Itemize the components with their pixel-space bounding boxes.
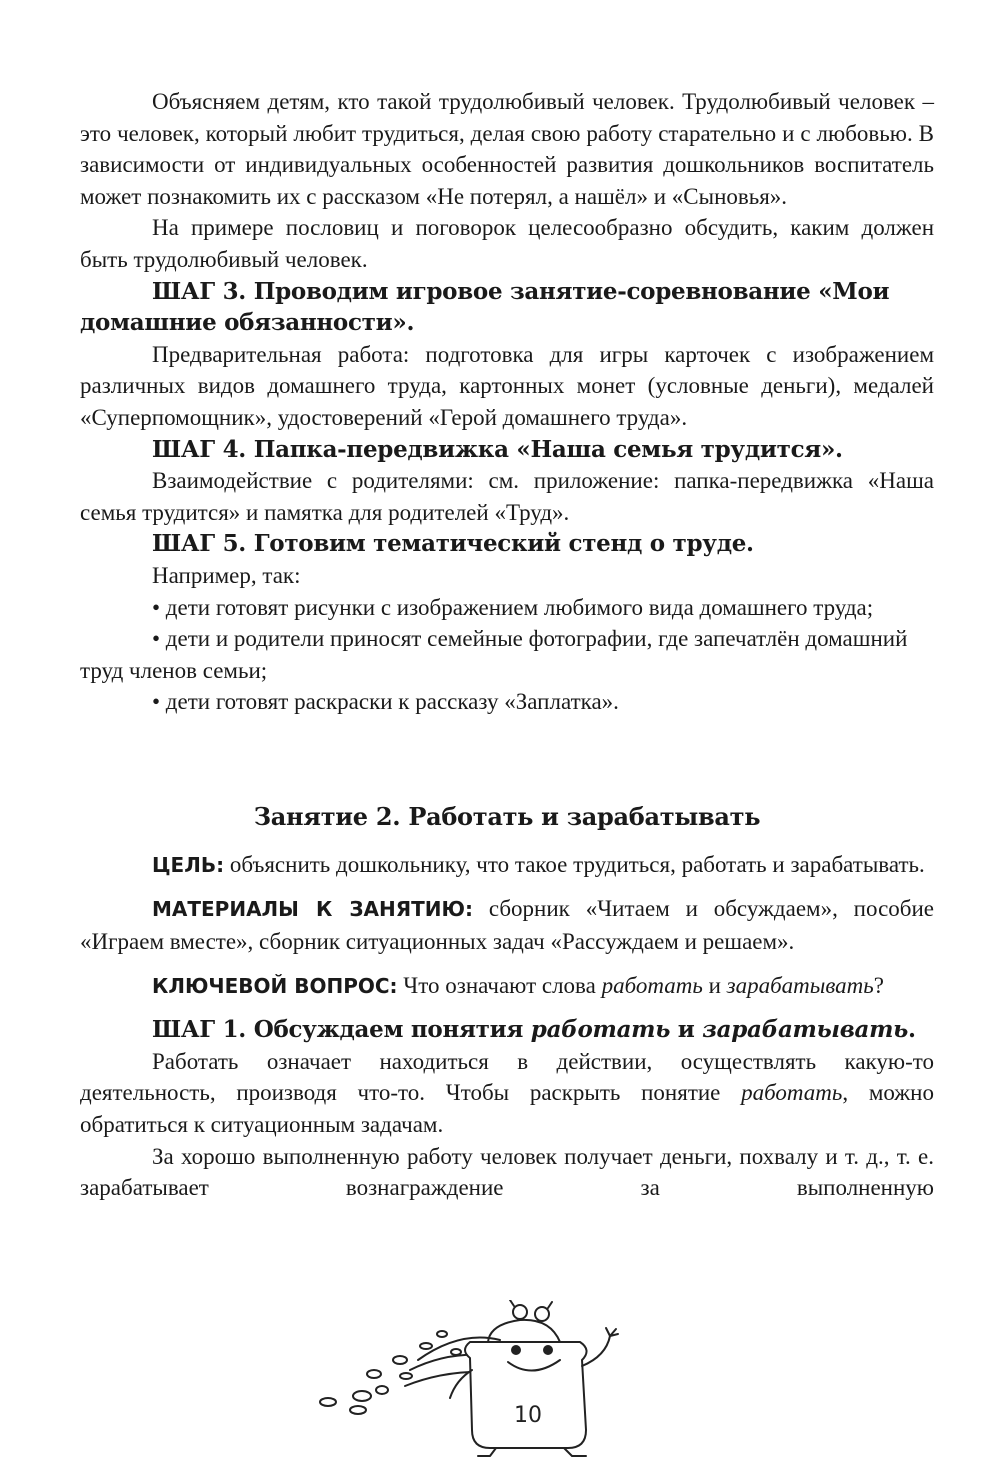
- step-4-heading: ШАГ 4. Папка-передвижка «Наша семья трудится».: [152, 435, 843, 463]
- paragraph-example: Например, так:: [152, 562, 301, 588]
- step-1-text: ШАГ 1. Обсуждаем понятия: [152, 1016, 531, 1044]
- paragraph-preparation: Предварительная работа: подготовка для игры карточек с изображением различных видов домашнего труда, картонных монет (условные деньги), медалей «Суперпомощник», удостоверений «Герой домашнего труда».: [80, 341, 934, 430]
- coin-icon: [437, 1331, 447, 1337]
- paragraph-parents: Взаимодействие с родителями: см. приложение: папка-передвижка «Наша семья трудится» и памятка для родителей «Труд».: [80, 468, 934, 525]
- question-text: Что означают слова: [397, 972, 602, 998]
- step-1-heading: [80, 1014, 934, 1046]
- goal-label: ЦЕЛЬ:: [152, 852, 225, 877]
- materials-text: сборник «Читаем и обсуждаем», пособие «Играем вместе», сборник ситуационных задач «Рассуждаем и решаем».: [80, 896, 934, 955]
- coin-icon: [353, 1391, 371, 1401]
- step-1-term: работать: [530, 1016, 671, 1044]
- goal-text: объяснить дошкольнику, что такое трудиться, работать и зарабатывать.: [224, 851, 925, 877]
- step-1-text: и: [670, 1016, 703, 1044]
- paragraph-proverbs: На примере пословиц и поговорок целесообразно обсудить, каким должен быть трудолюбивый человек.: [80, 215, 934, 272]
- coin-icon: [420, 1343, 432, 1349]
- coin-icon: [367, 1370, 381, 1378]
- materials-label: МАТЕРИАЛЫ К ЗАНЯТИЮ:: [152, 897, 474, 922]
- materials-paragraph: [80, 893, 934, 957]
- paragraph-intro: Объясняем детям, кто такой трудолюбивый человек. Трудолюбивый человек – это человек, который любит трудиться, делая свою работу старательно и с любовью. В зависимости от индивидуальных особенностей развития дошкольников воспитатель может познакомить их с рассказом «Не потерял, а нашёл» и «Сыновья».: [80, 89, 934, 209]
- list-item: • дети готовят раскраски к рассказу «Заплатка».: [152, 689, 619, 715]
- coin-icon: [451, 1349, 461, 1355]
- lesson-heading: Занятие 2. Работать и зарабатывать: [253, 801, 761, 831]
- step-5-heading: ШАГ 5. Готовим тематический стенд о труде.: [152, 530, 754, 558]
- question-term: работать: [601, 972, 703, 998]
- coin-icon: [350, 1406, 366, 1414]
- purse-illustration: [310, 1300, 640, 1458]
- question-paragraph: [80, 970, 934, 1003]
- question-text: и: [702, 972, 727, 998]
- question-term: зарабатывать: [726, 972, 874, 998]
- step-1-text: .: [908, 1016, 916, 1044]
- question-text: ?: [873, 972, 884, 998]
- coin-icon: [393, 1356, 407, 1364]
- paragraph-earnings: За хорошо выполненную работу человек получает деньги, похвалу и т. д., т. е. зарабатывает вознаграждение за выполненную: [80, 1143, 934, 1201]
- paragraph-work-definition: [80, 1046, 934, 1141]
- question-label: КЛЮЧЕВОЙ ВОПРОС:: [152, 973, 398, 998]
- coin-icon: [320, 1398, 336, 1406]
- step-3-heading: ШАГ 3. Проводим игровое занятие-соревнование «Мои домашние обязанности».: [80, 277, 890, 337]
- goal-paragraph: [80, 849, 934, 882]
- work-term: работать: [741, 1080, 843, 1106]
- work-text: , можно обратиться к ситуационным задачам.: [80, 1080, 934, 1138]
- work-text: Работать означает находиться в действии, осуществлять какую-то деятельность, производя что-то. Чтобы раскрыть понятие: [80, 1048, 934, 1106]
- list-item: • дети и родители приносят семейные фотографии, где запечатлён домашний труд членов семьи;: [80, 626, 908, 683]
- coin-icon: [376, 1386, 388, 1394]
- list-item: • дети готовят рисунки с изображением любимого вида домашнего труда;: [152, 594, 874, 620]
- purse-number: 10: [514, 1403, 542, 1428]
- page-content: [80, 86, 934, 1204]
- step-1-term: зарабатывать: [702, 1016, 909, 1044]
- coin-icon: [400, 1373, 412, 1379]
